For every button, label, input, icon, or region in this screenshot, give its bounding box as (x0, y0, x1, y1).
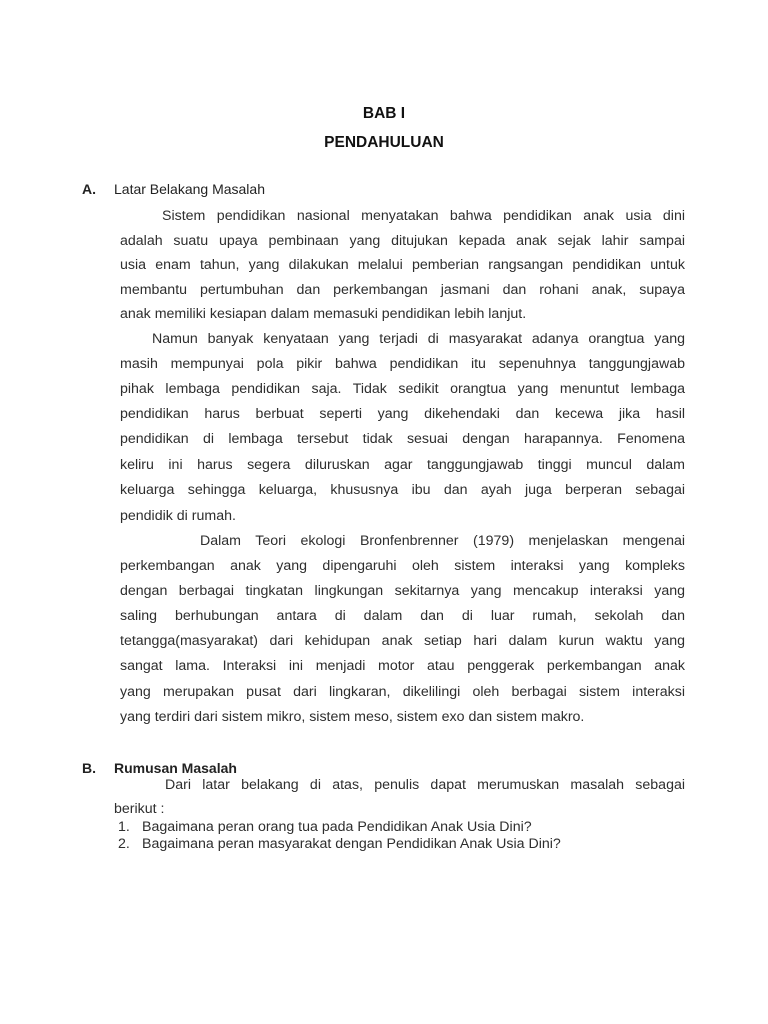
paragraph-line: yang merupakan pusat dari lingkaran, dikelilingi oleh berbagai sistem interaksi (120, 684, 685, 700)
list-item-number: 2. (118, 836, 130, 852)
section-a-heading: Latar Belakang Masalah (114, 181, 265, 197)
paragraph-line: masih mempunyai pola pikir bahwa pendidikan itu sepenuhnya tanggungjawab (120, 356, 685, 372)
paragraph-line: sangat lama. Interaksi ini menjadi motor atau penggerak perkembangan anak (120, 658, 685, 674)
section-b-heading: Rumusan Masalah (114, 760, 237, 776)
paragraph-line: tetangga(masyarakat) dari kehidupan anak setiap hari dalam kurun waktu yang (120, 633, 685, 649)
list-item-text: Bagaimana peran masyarakat dengan Pendidikan Anak Usia Dini? (142, 836, 561, 852)
paragraph-line: usia enam tahun, yang dilakukan melalui pemberian rangsangan pendidikan untuk (120, 257, 685, 273)
paragraph-line: pendidikan di lembaga tersebut tidak sesuai dengan harapannya. Fenomena (120, 431, 685, 447)
paragraph-line: pihak lembaga pendidikan saja. Tidak sedikit orangtua yang menuntut lembaga (120, 381, 685, 397)
paragraph-line: yang terdiri dari sistem mikro, sistem meso, sistem exo dan sistem makro. (120, 709, 585, 725)
section-b-intro-line: Dari latar belakang di atas, penulis dapat merumuskan masalah sebagai (165, 777, 685, 793)
section-a-marker: A. (82, 181, 96, 197)
paragraph-line: dengan berbagai tingkatan lingkungan sekitarnya yang mencakup interaksi yang (120, 583, 685, 599)
list-item-text: Bagaimana peran orang tua pada Pendidikan Anak Usia Dini? (142, 819, 532, 835)
paragraph-line: Dalam Teori ekologi Bronfenbrenner (1979) menjelaskan mengenai (200, 533, 685, 549)
paragraph-line: pendidikan harus berbuat seperti yang dikehendaki dan kecewa jika hasil (120, 406, 685, 422)
paragraph-line: Sistem pendidikan nasional menyatakan bahwa pendidikan anak usia dini (162, 208, 685, 224)
paragraph-line: perkembangan anak yang dipengaruhi oleh sistem interaksi yang kompleks (120, 558, 685, 574)
paragraph-line: anak memiliki kesiapan dalam memasuki pendidikan lebih lanjut. (120, 306, 527, 322)
paragraph-line: pendidik di rumah. (120, 508, 236, 524)
chapter-number: BAB I (362, 105, 406, 122)
section-b-marker: B. (82, 760, 96, 776)
paragraph-line: saling berhubungan antara di dalam dan di luar rumah, sekolah dan (120, 608, 685, 624)
paragraph-line: keluarga sehingga keluarga, khususnya ibu dan ayah juga berperan sebagai (120, 482, 685, 498)
paragraph-line: keliru ini harus segera diluruskan agar tanggungjawab tinggi muncul dalam (120, 457, 685, 473)
paragraph-line: membantu pertumbuhan dan perkembangan jasmani dan rohani anak, supaya (120, 282, 685, 298)
section-b-intro-line: berikut : (114, 801, 165, 817)
list-item-number: 1. (118, 819, 130, 835)
paragraph-line: Namun banyak kenyataan yang terjadi di masyarakat adanya orangtua yang (152, 331, 685, 347)
paragraph-line: adalah suatu upaya pembinaan yang ditujukan kepada anak sejak lahir sampai (120, 233, 685, 249)
chapter-title: PENDAHULUAN (324, 134, 444, 151)
